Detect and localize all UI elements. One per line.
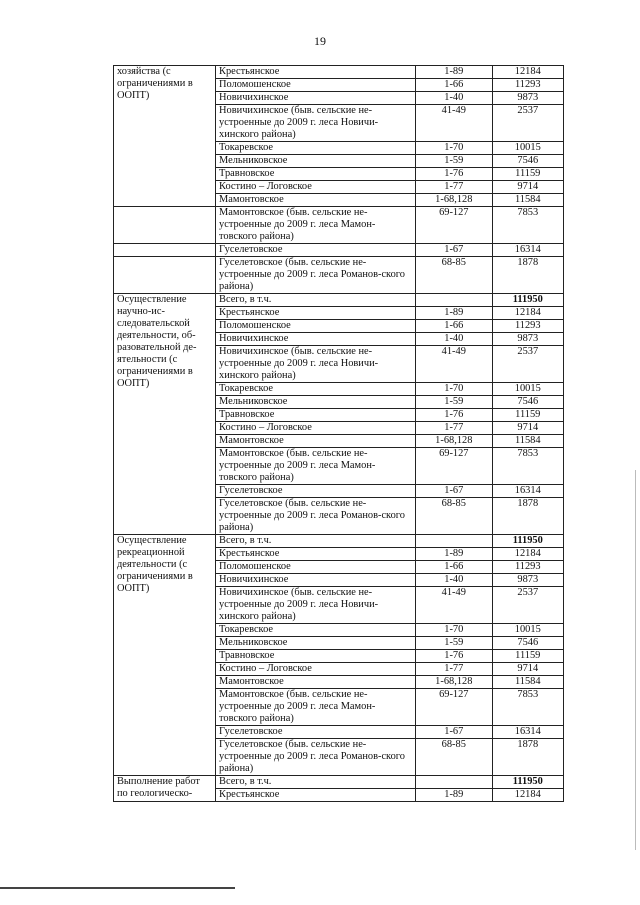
forestry-cell: Всего, в т.ч. <box>216 776 416 789</box>
quarters-cell: 1-89 <box>416 789 493 802</box>
area-cell: 111950 <box>492 776 563 789</box>
table-body <box>114 66 564 802</box>
forestry-cell: Токаревское <box>216 624 416 637</box>
quarters-cell: 68-85 <box>416 498 493 535</box>
forestry-cell: Мамонтовское (быв. сельские не-устроенные до 2009 г. леса Мамон-товского района) <box>216 689 416 726</box>
table-row-total <box>114 776 564 789</box>
area-cell: 11293 <box>492 561 563 574</box>
area-cell: 11293 <box>492 79 563 92</box>
area-cell: 9873 <box>492 92 563 105</box>
area-cell: 10015 <box>492 383 563 396</box>
area-cell: 11159 <box>492 409 563 422</box>
footer-rule <box>0 887 235 889</box>
forestry-cell: Мамонтовское <box>216 676 416 689</box>
forestry-cell: Крестьянское <box>216 548 416 561</box>
forestry-cell: Крестьянское <box>216 789 416 802</box>
forestry-cell: Новичихинское (быв. сельские не-устроенные до 2009 г. леса Новичи-хинского района) <box>216 346 416 383</box>
area-cell: 1878 <box>492 498 563 535</box>
quarters-cell: 1-66 <box>416 79 493 92</box>
area-cell: 12184 <box>492 307 563 320</box>
area-cell: 2537 <box>492 587 563 624</box>
forestry-cell: Мамонтовское (быв. сельские не-устроенные до 2009 г. леса Мамон-товского района) <box>216 448 416 485</box>
quarters-cell: 1-68,128 <box>416 435 493 448</box>
quarters-cell: 1-40 <box>416 574 493 587</box>
table-row <box>114 244 564 257</box>
quarters-cell: 1-70 <box>416 624 493 637</box>
forestry-cell: Мамонтовское (быв. сельские не-устроенные до 2009 г. леса Мамон-товского района) <box>216 207 416 244</box>
forestry-cell: Новичихинское (быв. сельские не-устроенные до 2009 г. леса Новичи-хинского района) <box>216 105 416 142</box>
table-row <box>114 66 564 79</box>
area-cell: 16314 <box>492 244 563 257</box>
forestry-cell: Костино – Логовское <box>216 181 416 194</box>
area-cell: 12184 <box>492 66 563 79</box>
area-cell: 7546 <box>492 155 563 168</box>
quarters-cell <box>416 776 493 789</box>
quarters-cell: 68-85 <box>416 257 493 294</box>
activity-cell: Выполнение работ по геологическо- <box>114 776 216 802</box>
quarters-cell: 1-67 <box>416 726 493 739</box>
forestry-cell: Новичихинское <box>216 333 416 346</box>
forestry-cell: Костино – Логовское <box>216 663 416 676</box>
activity-cell: хозяйства (с ограничениями в ООПТ) <box>114 66 216 207</box>
area-cell: 16314 <box>492 726 563 739</box>
area-cell: 7853 <box>492 448 563 485</box>
area-cell: 11584 <box>492 194 563 207</box>
area-cell: 9714 <box>492 422 563 435</box>
area-cell: 9714 <box>492 663 563 676</box>
forestry-cell: Токаревское <box>216 142 416 155</box>
area-cell: 12184 <box>492 789 563 802</box>
forestry-cell: Гуселетовское <box>216 485 416 498</box>
forestry-cell: Мельниковское <box>216 396 416 409</box>
area-cell: 11584 <box>492 676 563 689</box>
quarters-cell: 1-89 <box>416 66 493 79</box>
quarters-cell: 1-89 <box>416 307 493 320</box>
forestry-cell: Всего, в т.ч. <box>216 294 416 307</box>
quarters-cell: 1-66 <box>416 320 493 333</box>
table-row <box>114 257 564 294</box>
quarters-cell <box>416 535 493 548</box>
quarters-cell: 1-66 <box>416 561 493 574</box>
forestry-cell: Костино – Логовское <box>216 422 416 435</box>
forestry-cell: Новичихинское <box>216 574 416 587</box>
area-cell: 111950 <box>492 294 563 307</box>
quarters-cell: 1-77 <box>416 663 493 676</box>
activity-cell: Осуществление рекреационной деятельности (с ограничениями в ООПТ) <box>114 535 216 776</box>
area-cell: 9714 <box>492 181 563 194</box>
activity-cell: Осуществление научно-ис-следовательской деятельности, об-разовательной де-ятельности (с ограничениями в ООПТ) <box>114 294 216 535</box>
table-row-total <box>114 535 564 548</box>
activity-cell <box>114 207 216 244</box>
area-cell: 2537 <box>492 105 563 142</box>
quarters-cell: 1-68,128 <box>416 194 493 207</box>
forestry-cell: Травновское <box>216 409 416 422</box>
area-cell: 11159 <box>492 650 563 663</box>
forestry-cell: Гуселетовское <box>216 726 416 739</box>
area-cell: 9873 <box>492 574 563 587</box>
quarters-cell: 1-59 <box>416 396 493 409</box>
area-cell: 7853 <box>492 689 563 726</box>
quarters-cell: 1-68,128 <box>416 676 493 689</box>
area-cell: 2537 <box>492 346 563 383</box>
quarters-cell: 41-49 <box>416 105 493 142</box>
quarters-cell: 1-76 <box>416 650 493 663</box>
quarters-cell: 1-70 <box>416 142 493 155</box>
quarters-cell: 1-67 <box>416 244 493 257</box>
quarters-cell: 1-59 <box>416 637 493 650</box>
forestry-cell: Новичихинское <box>216 92 416 105</box>
area-cell: 10015 <box>492 142 563 155</box>
forestry-cell: Гуселетовское (быв. сельские не-устроенные до 2009 г. леса Романов-ского района) <box>216 257 416 294</box>
page-number: 19 <box>314 34 326 48</box>
quarters-cell: 69-127 <box>416 207 493 244</box>
quarters-cell: 1-76 <box>416 168 493 181</box>
forestry-cell: Травновское <box>216 650 416 663</box>
area-cell: 1878 <box>492 257 563 294</box>
forestry-cell: Мельниковское <box>216 637 416 650</box>
quarters-cell: 1-67 <box>416 485 493 498</box>
forestry-cell: Крестьянское <box>216 307 416 320</box>
forestry-cell: Травновское <box>216 168 416 181</box>
forestry-cell: Токаревское <box>216 383 416 396</box>
activity-cell <box>114 257 216 294</box>
quarters-cell: 1-77 <box>416 181 493 194</box>
area-cell: 11159 <box>492 168 563 181</box>
table-row-total <box>114 294 564 307</box>
forestry-cell: Поломошенское <box>216 561 416 574</box>
forestry-cell: Крестьянское <box>216 66 416 79</box>
quarters-cell <box>416 294 493 307</box>
quarters-cell: 1-77 <box>416 422 493 435</box>
area-cell: 12184 <box>492 548 563 561</box>
area-cell: 1878 <box>492 739 563 776</box>
forestry-cell: Новичихинское (быв. сельские не-устроенные до 2009 г. леса Новичи-хинского района) <box>216 587 416 624</box>
quarters-cell: 68-85 <box>416 739 493 776</box>
area-cell: 11584 <box>492 435 563 448</box>
area-cell: 11293 <box>492 320 563 333</box>
forestry-cell: Мамонтовское <box>216 435 416 448</box>
quarters-cell: 69-127 <box>416 689 493 726</box>
activity-cell <box>114 244 216 257</box>
quarters-cell: 1-59 <box>416 155 493 168</box>
scan-edge-line <box>635 470 636 850</box>
quarters-cell: 69-127 <box>416 448 493 485</box>
forestry-cell: Всего, в т.ч. <box>216 535 416 548</box>
quarters-cell: 1-40 <box>416 92 493 105</box>
area-cell: 7853 <box>492 207 563 244</box>
area-cell: 7546 <box>492 637 563 650</box>
forestry-cell: Гуселетовское (быв. сельские не-устроенные до 2009 г. леса Романов-ского района) <box>216 498 416 535</box>
area-cell: 16314 <box>492 485 563 498</box>
quarters-cell: 1-70 <box>416 383 493 396</box>
quarters-cell: 1-89 <box>416 548 493 561</box>
area-cell: 10015 <box>492 624 563 637</box>
forestry-cell: Поломошенское <box>216 320 416 333</box>
forestry-cell: Мельниковское <box>216 155 416 168</box>
forestry-cell: Гуселетовское <box>216 244 416 257</box>
quarters-cell: 1-76 <box>416 409 493 422</box>
table-row <box>114 207 564 244</box>
quarters-cell: 41-49 <box>416 587 493 624</box>
forestry-cell: Мамонтовское <box>216 194 416 207</box>
area-cell: 111950 <box>492 535 563 548</box>
area-cell: 7546 <box>492 396 563 409</box>
quarters-cell: 1-40 <box>416 333 493 346</box>
quarters-cell: 41-49 <box>416 346 493 383</box>
area-cell: 9873 <box>492 333 563 346</box>
forestry-cell: Поломошенское <box>216 79 416 92</box>
forest-areas-table <box>113 65 564 802</box>
forestry-cell: Гуселетовское (быв. сельские не-устроенные до 2009 г. леса Романов-ского района) <box>216 739 416 776</box>
